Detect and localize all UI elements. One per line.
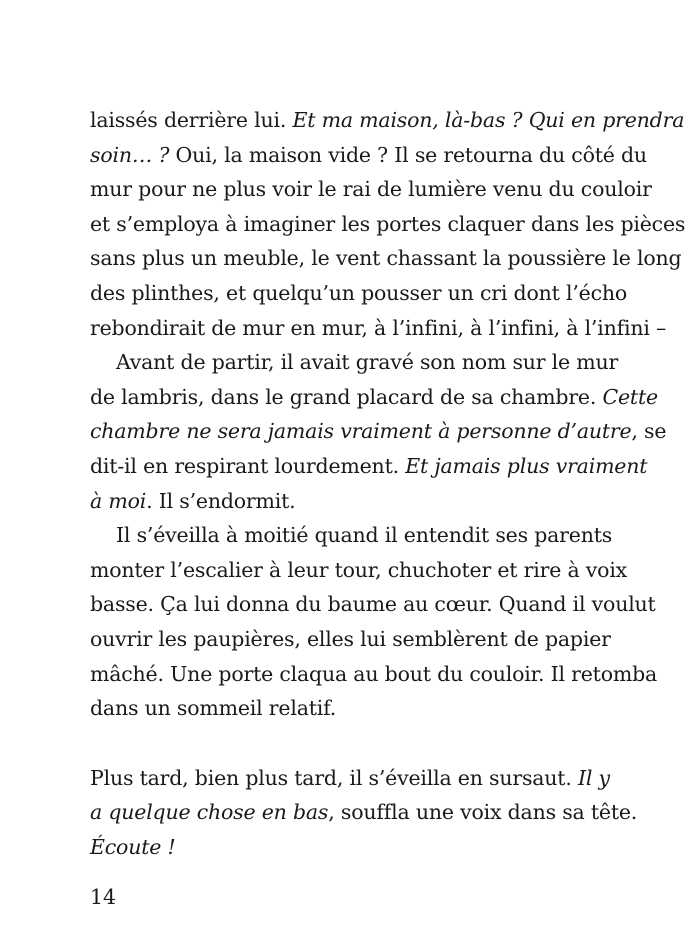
italic-span: soin… ?: [90, 142, 170, 167]
text-line: monter l’escalier à leur tour, chuchoter et rire à voix: [90, 557, 628, 582]
italic-span: Et jamais plus vraiment: [405, 453, 648, 478]
text-line: [90, 414, 667, 449]
text-line: et s’employa à imaginer les portes claquer dans les pièces: [90, 211, 686, 236]
text-line: basse. Ça lui donna du baume au cœur. Quand il voulut: [90, 592, 656, 617]
text-span: Plus tard, bien plus tard, il s’éveilla en sursaut.: [90, 765, 578, 790]
italic-span: Et ma maison, là-bas ? Qui en prendra: [292, 108, 685, 132]
text-line: [90, 795, 638, 830]
text-line: Avant de partir, il avait gravé son nom sur le mur: [116, 350, 619, 375]
text-line: Il s’éveilla à moitié quand il entendit ses parents: [116, 523, 613, 548]
italic-span: à moi: [90, 488, 147, 513]
text-span: de lambris, dans le grand placard de sa chambre.: [90, 384, 603, 409]
text-line: [90, 380, 658, 415]
text-line: rebondirait de mur en mur, à l’infini, à l’infini, à l’infini –: [90, 315, 667, 340]
paragraph-3: [90, 518, 658, 726]
italic-span: Cette: [602, 384, 658, 409]
paragraph-1: [90, 103, 686, 345]
text-line: [90, 138, 647, 173]
italic-span: a quelque chose en bas: [90, 800, 329, 825]
text-span: , se: [631, 419, 667, 444]
text-span: dit-il en respirant lourdement.: [90, 453, 406, 478]
text-line: [90, 761, 610, 796]
text-line: [90, 449, 648, 484]
italic-span: Il y: [577, 765, 610, 790]
text-span: . Il s’endormit.: [146, 488, 296, 513]
text-line: [90, 103, 685, 138]
text-line: des plinthes, et quelqu’un pousser un cri dont l’écho: [90, 280, 628, 305]
section-break: [90, 726, 595, 761]
italic-span: chambre ne sera jamais vraiment à personne d’autre: [90, 419, 632, 444]
text-line: mur pour ne plus voir le rai de lumière venu du couloir: [90, 177, 652, 202]
text-line: dans un sommeil relatif.: [90, 696, 337, 721]
paragraph-2: [90, 345, 667, 518]
text-line: ouvrir les paupières, elles lui semblèrent de papier: [90, 626, 611, 651]
text-span: Oui, la maison vide ? Il se retourna du côté du: [169, 142, 647, 167]
text-line: [90, 484, 595, 519]
text-span: , souffla une voix dans sa tête.: [328, 800, 638, 825]
text-line: Écoute !: [90, 834, 176, 859]
page-number: 14: [90, 885, 117, 909]
text-line: sans plus un meuble, le vent chassant la poussière le long: [90, 246, 682, 271]
text-span: laissés derrière lui.: [90, 108, 293, 132]
page-body: [90, 103, 686, 864]
paragraph-4: [90, 761, 638, 865]
text-line: mâché. Une porte claqua au bout du couloir. Il retomba: [90, 661, 658, 686]
